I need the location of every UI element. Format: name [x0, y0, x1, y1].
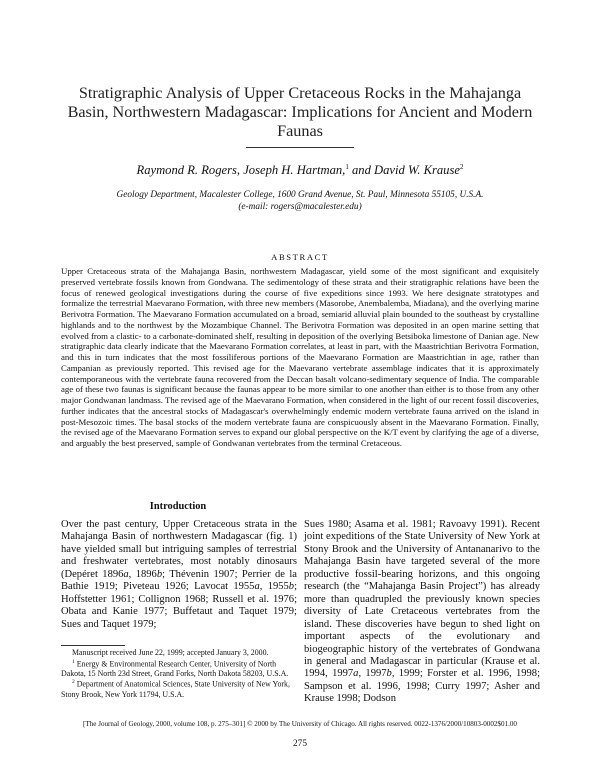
- footnote-divider: [61, 645, 125, 646]
- intro-right-citation-letter-b: b: [386, 668, 392, 680]
- intro-left-text-3: ; Thévenin 1907; Perrier de la Bathie 1919; Piveteau 1926; Lavocat 1955: [61, 568, 297, 593]
- abstract-text: Upper Cretaceous strata of the Mahajanga Basin, northwestern Madagascar, yield some of the most significant and exquisitely preserved vertebrate fossils known from Gondwana. The sedimentology of these strata and their stratigraphic relations have been the focus of renewed geological investigations during the course of five expeditions since 1993. We here designate stratotypes and formalize the terrestrial Maevarano Formation, with three new members (Masorobe, Anembalemba, Miadana), and the overlying marine Berivotra Formation. The Maevarano Formation accumulated on a broad, semiarid alluvial plain bounded to the southeast by crystalline highlands and to the northwest by the Mozambique Channel. The Berivotra Formation was deposited in an open marine setting that evolved from a clastic- to a carbonate-dominated shelf, resulting in deposition of the overlying Betsiboka limestone of Danian age. New stratigraphic data clearly indicate that the Maevarano Formation correlates, at least in part, with the Maastrichtian Berivotra Formation, and this in turn indicates that the most fossiliferous portions of the Maevarano Formation are Maastrichtian in age, rather than Campanian as previously reported. This revised age for the Maevarano vertebrate assemblage indicates that it is approximately contemporaneous with the vertebrate fauna recovered from the Deccan basalt volcano-sedimentary sequence of India. The comparable age of these two faunas is significant because the faunas appear to be more similar to one another than either is to those from any other major Gondwanan landmass. The revised age of the Maevarano Formation, when considered in the light of our recent fossil discoveries, further indicates that the ancestral stocks of Madagascar's overwhelmingly endemic modern vertebrate fauna arrived on the island in post-Mesozoic times. The basal stocks of the modern vertebrate fauna are conspicuously absent in the Maevarano Formation. Finally, the revised age of the Maevarano Formation serves to expand our global perspective on the K/T event by clarifying the age of a diverse, and arguably the best preserved, sample of Gondwanan vertebrates from the terminal Cretaceous.: [61, 266, 539, 448]
- affiliation-email: (e-mail: rogers@macalester.edu): [238, 202, 362, 212]
- intro-left-text-5: ; Hoffstetter 1961; Collignon 1968; Russell et al. 1976; Obata and Kanie 1977; Buffetaut and Taquet 1979; Sues and Taquet 1979;: [61, 581, 297, 630]
- author-hartman-footnote-mark: 1: [345, 163, 349, 171]
- footnote-2: [61, 678, 297, 699]
- intro-left-text-2: , 1896: [128, 568, 157, 580]
- footnote-1-mark: 1: [72, 658, 75, 665]
- introduction-right-column: [304, 519, 540, 706]
- author-list: [60, 163, 540, 178]
- intro-left-citation-letter-a: a: [123, 568, 129, 580]
- intro-left-text-1: Over the past century, Upper Cretaceous strata in the Mahajanga Basin of northwestern Madagascar (fig. 1) have yielded small but intriguing samples of terrestrial and freshwater vertebrates, most notably dinosaurs (Depéret 1896: [61, 519, 297, 580]
- author-rogers: Raymond R. Rogers,: [136, 163, 241, 178]
- footnotes: [61, 648, 297, 699]
- title-divider: [246, 147, 354, 148]
- footnote-1-text: Energy & Environmental Research Center, University of North Dakota, 15 North 23d Street, Grand Forks, North Dakota 58203, U.S.A.: [61, 659, 289, 678]
- intro-left-citation-letter-b: b: [156, 568, 163, 580]
- intro-left-citation-letter-a2: a: [254, 581, 260, 593]
- intro-right-citation-letter-a: a: [353, 668, 359, 680]
- author-hartman: Joseph H. Hartman,: [243, 163, 346, 178]
- author-krause-footnote-mark: 2: [459, 163, 464, 171]
- journal-citation: [The Journal of Geology, 2000, volume 108, p. 275–301] © 2000 by The University of Chicago. All rights reserved. 0022-1376/2000/10803-0002$01.00: [83, 720, 517, 728]
- author-joiner: and: [351, 163, 371, 178]
- abstract-heading: ABSTRACT: [271, 252, 329, 262]
- author-krause: David W. Krause: [374, 163, 460, 178]
- page-number: 275: [293, 739, 307, 749]
- footnote-2-text: Department of Anatomical Sciences, State University of New York, Stony Brook, New York 11794, U.S.A.: [61, 680, 290, 699]
- introduction-left-column: [61, 519, 297, 631]
- intro-right-text-1: Sues 1980; Asama et al. 1981; Ravoavy 1991). Recent joint expeditions of the State University of New York at Stony Brook and the University of Antananarivo to the Mahajanga Basin have targeted several of the more productive fossil-bearing horizons, and this ongoing research (the “Mahajanga Basin Project”) has already more than quadrupled the previously known species diversity of Late Cretaceous vertebrates from the island. These discoveries have begun to shed light on important aspects of the evolutionary and biogeographic history of the vertebrates of Gondwana in general and Madagascar in particular (Krause et al. 1994, 1997: [304, 519, 540, 680]
- footnote-2-mark: 2: [72, 679, 75, 686]
- introduction-heading: Introduction: [149, 501, 207, 512]
- affiliation: [60, 189, 540, 213]
- intro-right-text-2: , 1997: [358, 668, 387, 680]
- affiliation-address: Geology Department, Macalester College, 1600 Grand Avenue, St. Paul, Minnesota 55105, U.S.A.: [116, 190, 484, 200]
- intro-right-text-3: , 1999; Forster et al. 1996, 1998; Sampson et al. 1996, 1998; Curry 1997; Asher and Krause 1998; Dodson: [304, 668, 540, 705]
- footnote-received: Manuscript received June 22, 1999; accepted January 3, 2000.: [72, 648, 269, 657]
- intro-left-citation-letter-b2: b: [288, 581, 295, 593]
- footnote-1: [61, 658, 297, 679]
- intro-left-text-4: , 1955: [259, 581, 289, 593]
- paper-title: Stratigraphic Analysis of Upper Cretaceous Rocks in the Mahajanga Basin, Northwestern Madagascar: Implications for Ancient and Modern Faunas: [67, 84, 533, 140]
